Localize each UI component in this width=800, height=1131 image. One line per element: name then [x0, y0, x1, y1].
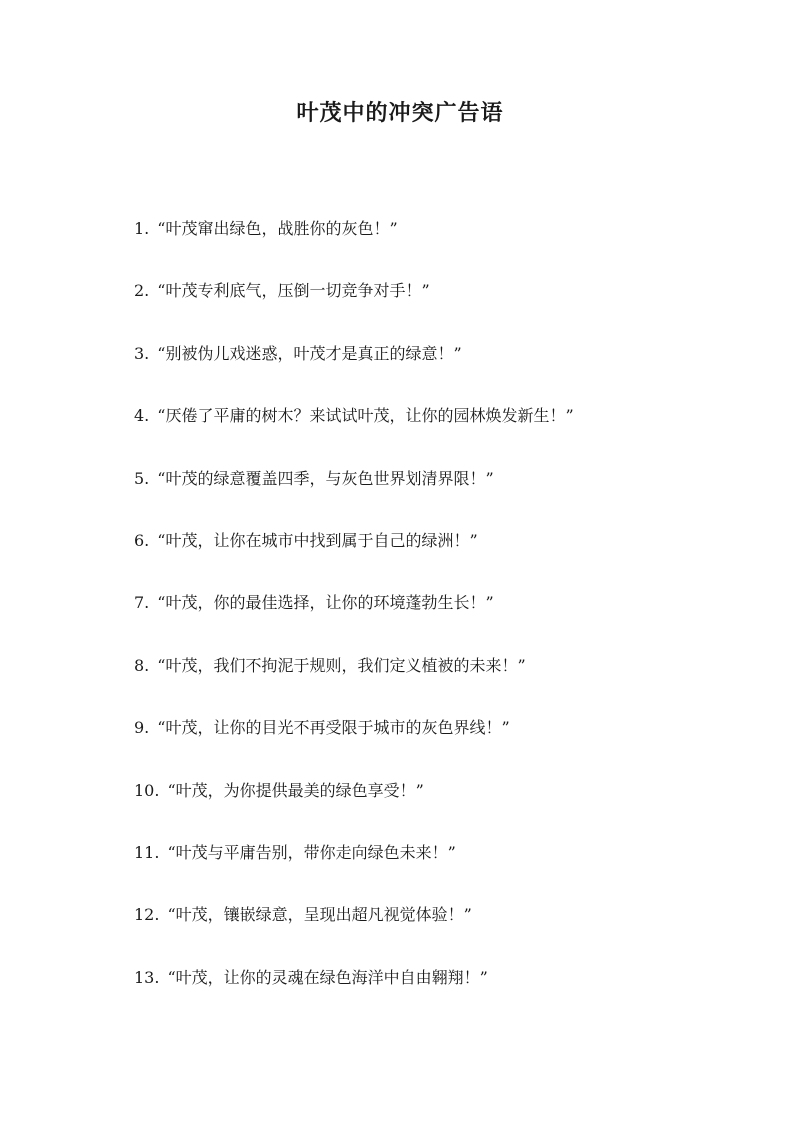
list-item-text: “叶茂，镶嵌绿意，呈现出超凡视觉体验！” [167, 905, 472, 925]
list-item-number: 2. [134, 281, 150, 301]
list-item-number: 13. [134, 967, 160, 987]
list-item-text: “叶茂，让你的灵魂在绿色海洋中自由翱翔！” [167, 967, 488, 987]
list-item [134, 464, 754, 526]
page-title: 叶茂中的冲突广告语 [296, 100, 504, 126]
list-item [134, 401, 754, 463]
list-item-text: “别被伪儿戏迷惑，叶茂才是真正的绿意！” [157, 343, 462, 363]
slogan-list [134, 214, 754, 1025]
list-item-number: 12. [134, 905, 160, 925]
list-item-number: 6. [134, 530, 150, 550]
list-item [134, 214, 754, 276]
list-item-text: “叶茂，我们不拘泥于规则，我们定义植被的未来！” [157, 655, 526, 675]
list-item [134, 651, 754, 713]
list-item [134, 588, 754, 650]
list-item-number: 9. [134, 718, 150, 738]
list-item-text: “叶茂专利底气，压倒一切竞争对手！” [157, 281, 430, 301]
list-item-number: 3. [134, 343, 150, 363]
list-item-number: 1. [134, 219, 150, 238]
list-item-number: 11. [134, 842, 160, 862]
list-item [134, 963, 754, 1025]
list-item-text: “厌倦了平庸的树木？来试试叶茂，让你的园林焕发新生！” [157, 406, 574, 426]
list-item-number: 7. [134, 593, 150, 613]
list-item [134, 339, 754, 401]
list-item-text: “叶茂，让你的目光不再受限于城市的灰色界线！” [157, 718, 510, 738]
list-item [134, 526, 754, 588]
list-item [134, 276, 754, 338]
list-item-text: “叶茂，为你提供最美的绿色享受！” [167, 780, 424, 800]
list-item [134, 713, 754, 775]
list-item-number: 10. [134, 780, 160, 800]
list-item-text: “叶茂，让你在城市中找到属于自己的绿洲！” [157, 530, 478, 550]
list-item [134, 900, 754, 962]
list-item-number: 8. [134, 655, 150, 675]
list-item-number: 4. [134, 406, 150, 426]
list-item-text: “叶茂窜出绿色，战胜你的灰色！” [157, 219, 398, 238]
list-item [134, 838, 754, 900]
list-item-text: “叶茂与平庸告别，带你走向绿色未来！” [167, 842, 456, 862]
list-item [134, 776, 754, 838]
list-item-text: “叶茂，你的最佳选择，让你的环境蓬勃生长！” [157, 593, 494, 613]
list-item-text: “叶茂的绿意覆盖四季，与灰色世界划清界限！” [157, 468, 494, 488]
list-item-number: 5. [134, 468, 150, 488]
